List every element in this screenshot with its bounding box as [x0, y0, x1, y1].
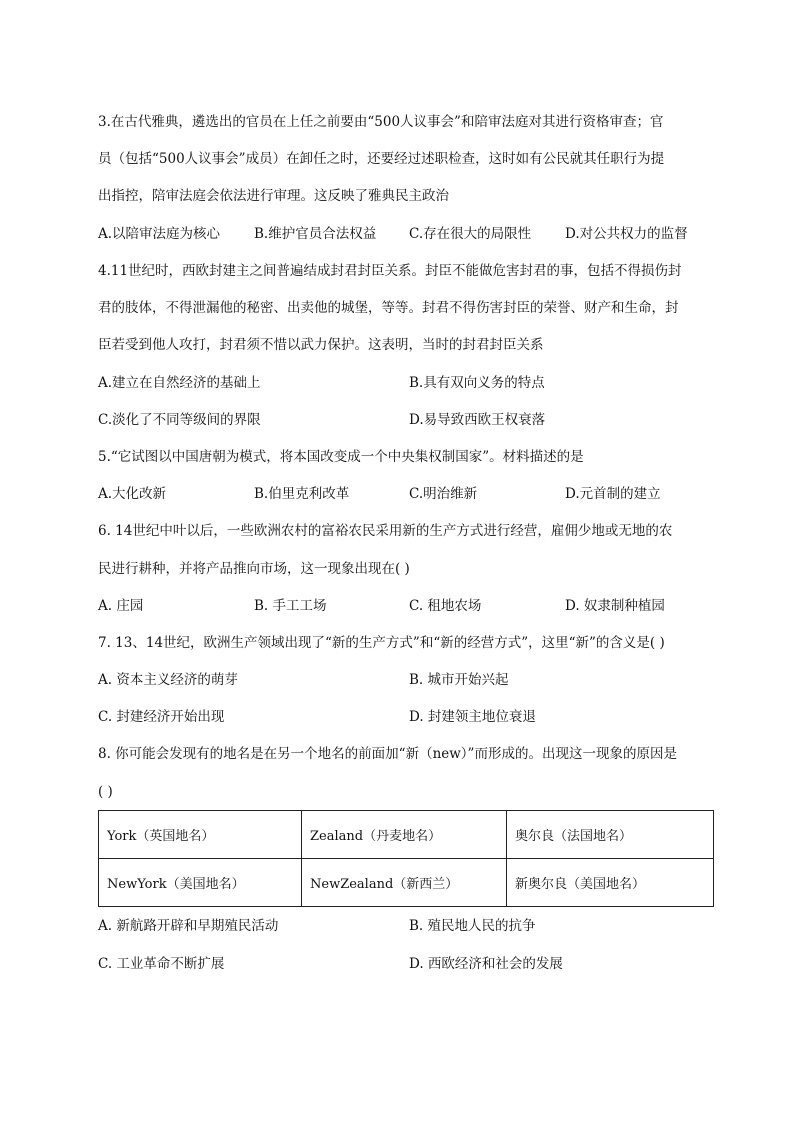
q6-options: [98, 597, 698, 615]
table-cell: Zealand（丹麦地名）: [302, 811, 507, 859]
q4-option-b[interactable]: B.具有双向义务的特点: [409, 375, 545, 391]
q4-stem-line-1: 4.11世纪时，西欧封建主之间普遍结成封君封臣关系。封臣不能做危害封君的事，包括不得损伤封: [98, 263, 682, 279]
q6-stem-line-1: 6. 14世纪中叶以后，一些欧洲农村的富裕农民采用新的生产方式进行经营，雇佣少地或无地的农: [98, 523, 673, 539]
table-row: [99, 811, 714, 859]
q7-options-row-1: [98, 671, 698, 689]
table-cell: 新奥尔良（美国地名）: [507, 859, 714, 907]
q8-stem-line-1: 8. 你可能会发现有的地名是在另一个地名的前面加“新（new）”而形成的。出现这一现象的原因是: [98, 746, 677, 762]
q4-stem-line-3: 臣若受到他人攻打，封君须不惜以武力保护。这表明，当时的封君封臣关系: [98, 337, 544, 353]
q7-options-row-2: [98, 708, 698, 726]
q8-option-c[interactable]: C. 工业革命不断扩展: [98, 956, 225, 972]
q8-option-b[interactable]: B. 殖民地人民的抗争: [409, 918, 536, 934]
q7-option-a[interactable]: A. 资本主义经济的萌芽: [98, 672, 238, 688]
q8-option-d[interactable]: D. 西欧经济和社会的发展: [409, 956, 563, 972]
q5-option-d[interactable]: D.元首制的建立: [565, 486, 661, 502]
q4-option-a[interactable]: A.建立在自然经济的基础上: [98, 375, 261, 391]
table-cell: NewZealand（新西兰）: [302, 859, 507, 907]
q6-stem-line-2: 民进行耕种，并将产品推向市场，这一现象出现在( ): [98, 561, 410, 577]
table-cell: 奥尔良（法国地名）: [507, 811, 714, 859]
q8-options-row-1: [98, 917, 698, 935]
q7-stem-line-1: 7. 13、14世纪，欧洲生产领域出现了“新的生产方式”和“新的经营方式”，这里“新”的含义是( ): [98, 635, 665, 651]
q5-option-b[interactable]: B.伯里克利改革: [254, 486, 350, 502]
q3-option-b[interactable]: B.维护官员合法权益: [254, 226, 377, 242]
q4-option-c[interactable]: C.淡化了不同等级间的界限: [98, 412, 261, 428]
q8-option-a[interactable]: A. 新航路开辟和早期殖民活动: [98, 918, 279, 934]
q3-stem-line-2: 员（包括“500人议事会”成员）在卸任之时，还要经过述职检查，这时如有公民就其任职行为提: [98, 151, 665, 167]
q3-option-c[interactable]: C.存在很大的局限性: [409, 226, 532, 242]
q3-option-d[interactable]: D.对公共权力的监督: [565, 226, 688, 242]
q8-stem-line-2: ( ): [98, 784, 113, 800]
q4-options-row-1: [98, 374, 698, 392]
q5-stem-line-1: 5.“它试图以中国唐朝为模式，将本国改变成一个中央集权制国家”。材料描述的是: [98, 449, 584, 465]
q5-option-c[interactable]: C.明治维新: [409, 486, 478, 502]
q8-options-row-2: [98, 955, 698, 973]
table-row: [99, 859, 714, 907]
q6-option-d[interactable]: D. 奴隶制种植园: [565, 598, 665, 614]
q6-option-c[interactable]: C. 租地农场: [409, 598, 482, 614]
q7-option-c[interactable]: C. 封建经济开始出现: [98, 709, 225, 725]
table-cell: NewYork（美国地名）: [99, 859, 302, 907]
q4-options-row-2: [98, 411, 698, 429]
q3-option-a[interactable]: A.以陪审法庭为核心: [98, 226, 221, 242]
q4-stem-line-2: 君的肢体，不得泄漏他的秘密、出卖他的城堡，等等。封君不得伤害封臣的荣誉、财产和生命，封: [98, 300, 679, 316]
q7-option-b[interactable]: B. 城市开始兴起: [409, 672, 509, 688]
q6-option-a[interactable]: A. 庄园: [98, 598, 144, 614]
table-cell: York（英国地名）: [99, 811, 302, 859]
q5-options: [98, 485, 698, 503]
q3-options: [98, 225, 698, 243]
q3-stem-line-1: 3.在古代雅典，遴选出的官员在上任之前要由“500人议事会”和陪审法庭对其进行资格审查；官: [98, 114, 664, 130]
place-name-table: [98, 810, 714, 907]
q4-option-d[interactable]: D.易导致西欧王权衰落: [409, 412, 546, 428]
q7-option-d[interactable]: D. 封建领主地位衰退: [409, 709, 536, 725]
q3-stem-line-3: 出指控，陪审法庭会依法进行审理。这反映了雅典民主政治: [98, 188, 449, 204]
q5-option-a[interactable]: A.大化改新: [98, 486, 167, 502]
q6-option-b[interactable]: B. 手工工场: [254, 598, 327, 614]
